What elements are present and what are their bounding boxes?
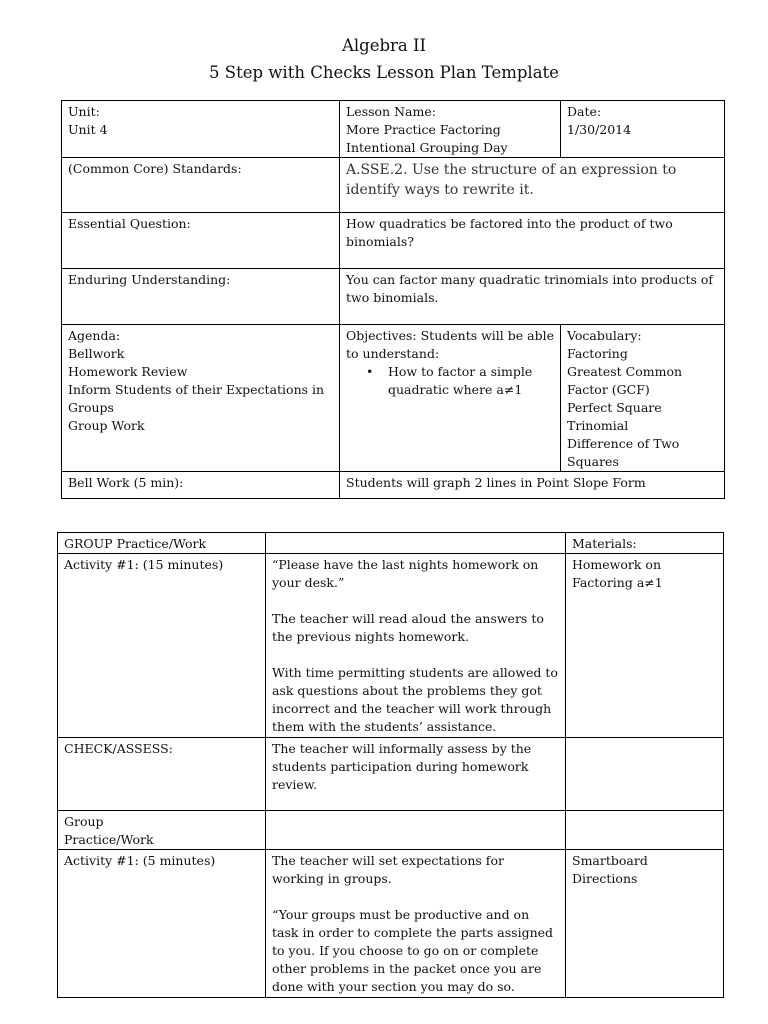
- group-practice-label-2: Practice/Work: [64, 832, 154, 847]
- row-group-practice: [58, 811, 724, 850]
- empty-cell: [266, 533, 566, 554]
- row-standards: [62, 158, 725, 213]
- enduring-understanding-value: You can factor many quadratic trinomials into products of two binomials.: [340, 269, 725, 325]
- essential-question-value: How quadratics be factored into the product of two binomials?: [340, 213, 725, 269]
- row-bellwork: [62, 472, 725, 499]
- activity-1-label: Activity #1: (15 minutes): [58, 554, 266, 738]
- document-subtitle: 5 Step with Checks Lesson Plan Template: [209, 63, 559, 82]
- agenda-item: Group Work: [68, 418, 145, 433]
- lesson-plan-table: [61, 100, 725, 499]
- objectives-cell: [340, 325, 561, 472]
- group-practice-header: GROUP Practice/Work: [58, 533, 266, 554]
- group-practice-table: [57, 532, 724, 998]
- group-practice-cell: [58, 811, 266, 850]
- row-enduring-understanding: [62, 269, 725, 325]
- vocabulary-item: Greatest Common Factor (GCF): [567, 364, 683, 397]
- enduring-understanding-label: Enduring Understanding:: [62, 269, 340, 325]
- check-assess-label: CHECK/ASSESS:: [58, 738, 266, 811]
- standards-value: A.SSE.2. Use the structure of an expression to identify ways to rewrite it.: [340, 158, 725, 213]
- group-practice-label: Group: [64, 814, 104, 829]
- bellwork-value: Students will graph 2 lines in Point Slope Form: [340, 472, 725, 499]
- activity-2-paragraph: The teacher will set expectations for working in groups.: [272, 853, 504, 886]
- agenda-item: Inform Students of their Expectations in Groups: [68, 382, 325, 415]
- row-activity-1: [58, 554, 724, 738]
- row-practice-header: [58, 533, 724, 554]
- lesson-name-cell: [340, 101, 561, 158]
- row-check-assess: [58, 738, 724, 811]
- objective-bullet-item: [346, 363, 554, 399]
- unit-label: Unit:: [68, 104, 100, 119]
- row-agenda: [62, 325, 725, 472]
- date-value: 1/30/2014: [567, 122, 632, 137]
- objectives-label: Objectives: Students will be able to understand:: [346, 328, 554, 361]
- activity-1-paragraph: The teacher will read aloud the answers to the previous nights homework.: [272, 611, 544, 644]
- activity-2-description: [266, 850, 566, 998]
- empty-cell: [266, 811, 566, 850]
- materials-header: Materials:: [566, 533, 724, 554]
- bullet-icon: •: [366, 364, 374, 379]
- vocabulary-label: Vocabulary:: [567, 328, 642, 343]
- materials-item: Directions: [572, 871, 638, 886]
- agenda-item: Bellwork: [68, 346, 125, 361]
- essential-question-label: Essential Question:: [62, 213, 340, 269]
- check-assess-value: The teacher will informally assess by the students participation during homework review.: [266, 738, 566, 811]
- agenda-item: Homework Review: [68, 364, 188, 379]
- date-label: Date:: [567, 104, 602, 119]
- empty-cell: [566, 738, 724, 811]
- activity-2-materials: [566, 850, 724, 998]
- materials-item: Smartboard: [572, 853, 648, 868]
- agenda-cell: [62, 325, 340, 472]
- date-cell: [561, 101, 725, 158]
- vocabulary-item: Difference of Two Squares: [567, 436, 680, 469]
- activity-2-label: Activity #1: (5 minutes): [58, 850, 266, 998]
- unit-cell: [62, 101, 340, 158]
- activity-1-materials: Homework on Factoring a≠1: [566, 554, 724, 738]
- empty-cell: [566, 811, 724, 850]
- unit-value: Unit 4: [68, 122, 108, 137]
- vocabulary-cell: [561, 325, 725, 472]
- row-essential-question: [62, 213, 725, 269]
- lesson-name-value: More Practice Factoring: [346, 122, 501, 137]
- standards-label: (Common Core) Standards:: [62, 158, 340, 213]
- activity-2-paragraph: “Your groups must be productive and on task in order to complete the parts assigned to you. If you choose to go on or complete other problems in the packet once you are done with your section you may do so.: [272, 907, 554, 994]
- document-title: Algebra II: [341, 36, 427, 55]
- agenda-label: Agenda:: [68, 328, 121, 343]
- vocabulary-item: Perfect Square Trinomial: [567, 400, 662, 433]
- row-activity-2: [58, 850, 724, 998]
- bellwork-label: Bell Work (5 min):: [62, 472, 340, 499]
- lesson-name-label: Lesson Name:: [346, 104, 436, 119]
- activity-1-description: [266, 554, 566, 738]
- lesson-name-value-2: Intentional Grouping Day: [346, 140, 508, 155]
- objective-text: How to factor a simple quadratic where a≠1: [388, 364, 533, 397]
- vocabulary-item: Factoring: [567, 346, 628, 361]
- activity-1-paragraph: “Please have the last nights homework on your desk.”: [272, 557, 539, 590]
- activity-1-paragraph: With time permitting students are allowed to ask questions about the problems they got incorrect and the teacher will work through them with the students’ assistance.: [272, 665, 558, 734]
- row-unit: [62, 101, 725, 158]
